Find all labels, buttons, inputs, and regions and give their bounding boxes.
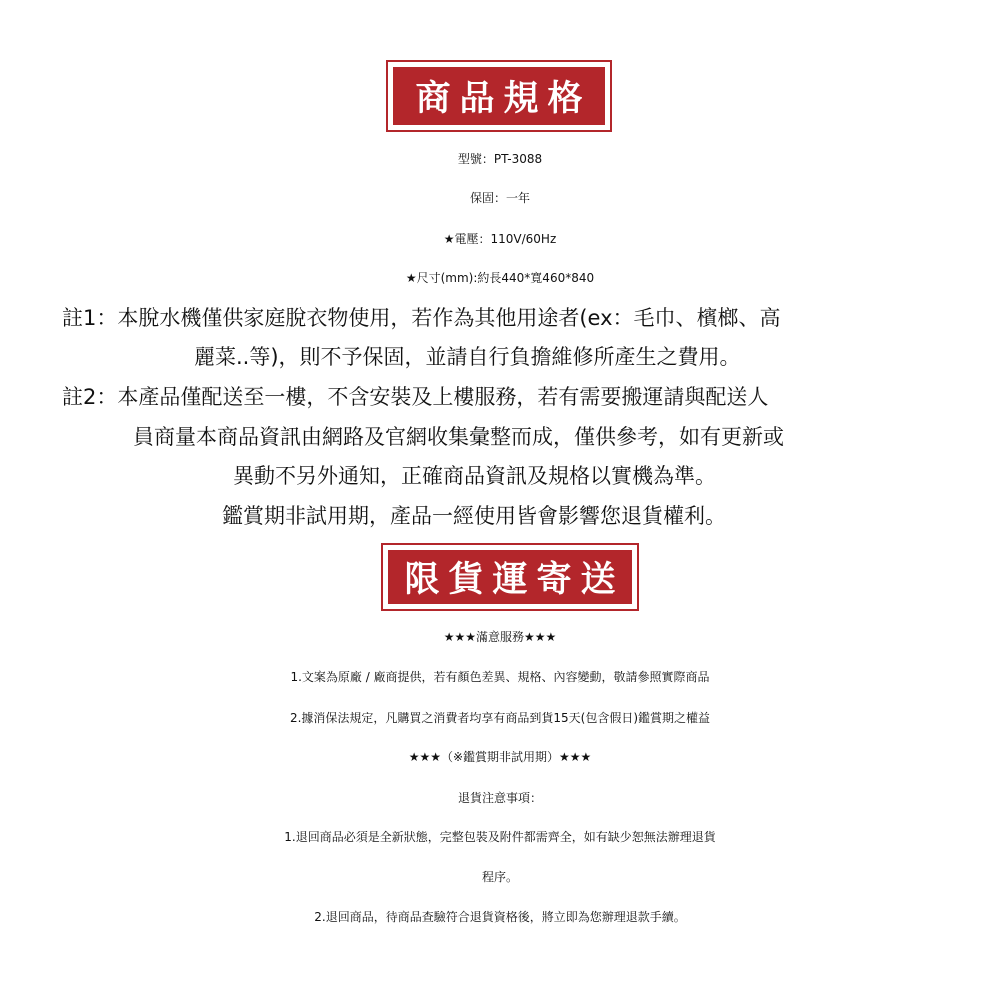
note2-line4: 鑑賞期非試用期，產品一經使用皆會影響您退貨權利。 bbox=[222, 504, 726, 528]
spec-badge bbox=[386, 60, 612, 132]
size-line: ★尺寸(mm):約長440*寬460*840 bbox=[405, 271, 595, 285]
note2-line2: 員商量本商品資訊由網路及官網收集彙整而成，僅供參考，如有更新或 bbox=[133, 425, 784, 449]
return-item-2: 2.退回商品，待商品查驗符合退貨資格後，將立即為您辦理退款手續。 bbox=[314, 910, 686, 924]
return-item-1-line2: 程序。 bbox=[481, 870, 518, 884]
note1-line1: 註1：本脫水機僅供家庭脫衣物使用，若作為其他用途者(ex：毛巾、檳榔、高 bbox=[62, 306, 781, 330]
warranty-line: 保固：一年 bbox=[469, 191, 530, 205]
shipping-badge bbox=[381, 543, 639, 611]
return-title: 退貨注意事項： bbox=[457, 791, 542, 805]
appreciation-notice: ★★★（※鑑賞期非試用期）★★★ bbox=[408, 750, 592, 764]
shipping-badge-label: 限貨運寄送 bbox=[388, 550, 632, 604]
service-item-1: 1.文案為原廠 / 廠商提供，若有顏色差異、規格、內容變動，敬請參照實際商品 bbox=[290, 670, 710, 684]
return-item-1-line1: 1.退回商品必須是全新狀態，完整包裝及附件都需齊全，如有缺少恕無法辦理退貨 bbox=[284, 830, 716, 844]
service-item-2: 2.據消保法規定，凡購買之消費者均享有商品到貨15天(包含假日)鑑賞期之權益 bbox=[289, 711, 711, 725]
note2-line1: 註2：本產品僅配送至一樓，不含安裝及上樓服務，若有需要搬運請與配送人 bbox=[62, 385, 769, 409]
spec-badge-label: 商品規格 bbox=[393, 67, 605, 125]
note2-line3: 異動不另外通知，正確商品資訊及規格以實機為準。 bbox=[233, 464, 716, 488]
note1-line2: 麗菜..等)，則不予保固，並請自行負擔維修所產生之費用。 bbox=[194, 345, 741, 369]
voltage-line: ★電壓：110V/60Hz bbox=[443, 232, 557, 246]
service-title: ★★★滿意服務★★★ bbox=[443, 630, 557, 644]
model-line: 型號：PT-3088 bbox=[457, 152, 543, 166]
